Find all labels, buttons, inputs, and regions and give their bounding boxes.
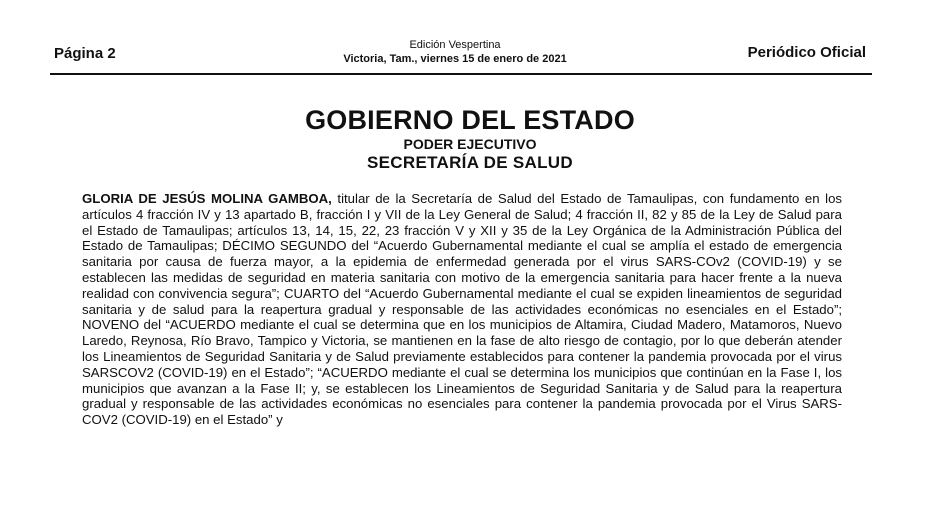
document-subtitle-secretariat: SECRETARÍA DE SALUD: [367, 153, 573, 172]
header-center: [310, 38, 600, 67]
place-date-label: Victoria, Tam., viernes 15 de enero de 2021: [343, 53, 567, 65]
publication-name: Periódico Oficial: [747, 44, 866, 61]
document-title-block: [0, 104, 940, 173]
page-number-label: Página 2: [54, 45, 116, 62]
header-divider: [50, 73, 872, 75]
document-title: GOBIERNO DEL ESTADO: [305, 105, 635, 135]
body-paragraph: [82, 191, 842, 428]
document-subtitle-executive: PODER EJECUTIVO: [403, 136, 537, 152]
paragraph-text: titular de la Secretaría de Salud del Estado de Tamaulipas, con fundamento en los artículos 4 fracción IV y 13 apartado B, fracción I y VII de la Ley General de Salud; 4 fracción II, 82 y 85 de la Ley de Salud para el Estado de Tamaulipas; artículos 13, 14, 15, 22, 23 fracción V y XII y 35 de la Ley Orgánica de la Administración Pública del Estado de Tamaulipas; DÉCIMO SEGUNDO del “Acuerdo Gubernamental mediante el cual se amplía el estado de emergencia sanitaria por causa de fuerza mayor, a la epidemia de enfermedad generada por el virus SARS-COv2 (COVID-19) y se establecen las medidas de seguridad en materia sanitaria con motivo de la emergencia sanitaria para hacer frente a la nueva realidad con convivencia segura”; CUARTO del “Acuerdo Gubernamental mediante el cual se expiden lineamientos de seguridad sanitaria y de salud para la reapertura gradual y responsable de las actividades económicas no esenciales en el Estado”; NOVENO del “ACUERDO mediante el cual se determina que en los municipios de Altamira, Ciudad Madero, Matamoros, Nuevo Laredo, Reynosa, Río Bravo, Tampico y Victoria, se mantienen en la fase de alto riesgo de contagio, por lo que deberán atender los Lineamientos de Seguridad Sanitaria y de Salud previamente establecidos para contener la pandemia provocada por el virus SARSCOV2 (COVID-19) en el Estado”; “ACUERDO mediante el cual se determina los municipios que continúan en la Fase I, los municipios que avanzan a la Fase II; y, se establecen los Lineamientos de Seguridad Sanitaria y de Salud para la reapertura gradual y responsable de las actividades económicas no esenciales para contener la pandemia provocada por el Virus SARS-COV2 (COVID-19) en el Estado” y: [82, 191, 842, 428]
edition-label: Edición Vespertina: [409, 39, 501, 51]
author-name: GLORIA DE JESÚS MOLINA GAMBOA,: [82, 191, 332, 206]
page-header: [0, 36, 940, 74]
